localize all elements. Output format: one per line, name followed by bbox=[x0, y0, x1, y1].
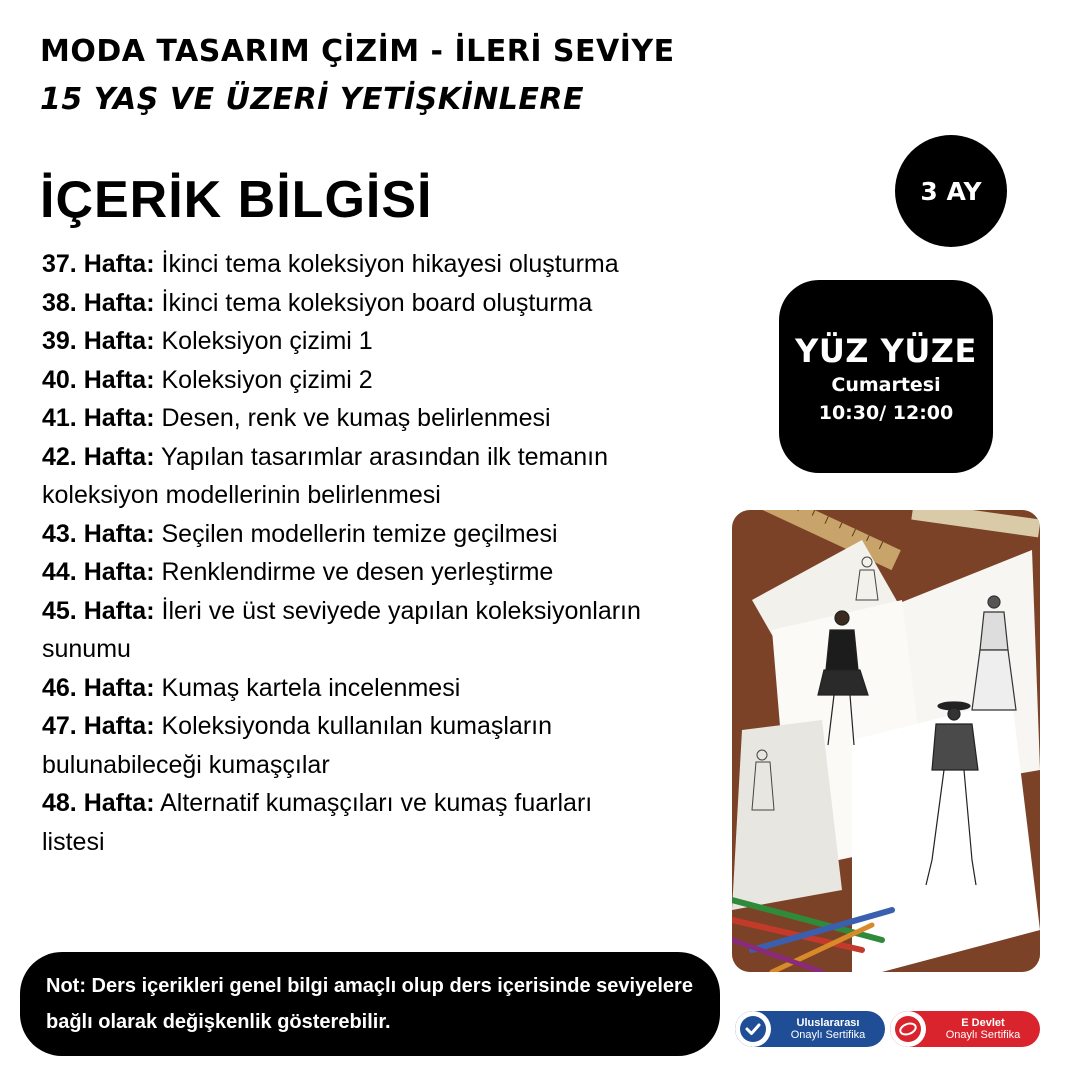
week-topic: Koleksiyon çizimi 2 bbox=[161, 365, 373, 394]
week-item bbox=[42, 515, 642, 554]
certificate-sub: Onaylı Sertifika bbox=[790, 1029, 866, 1041]
duration-text: 3 AY bbox=[920, 176, 982, 206]
week-item bbox=[42, 592, 642, 669]
e-devlet-logo-icon bbox=[890, 1011, 926, 1047]
week-number: 46. Hafta: bbox=[42, 673, 155, 702]
week-item bbox=[42, 399, 642, 438]
e-devlet-certificate-label bbox=[926, 1017, 1040, 1041]
week-item bbox=[42, 707, 642, 784]
week-item bbox=[42, 784, 642, 861]
note-text: Not: Ders içerikleri genel bilgi amaçlı olup ders içerisinde seviyelere bağlı olarak değişkenlik gösterebilir. bbox=[46, 975, 693, 1033]
week-topic: Alternatif kumaşçıları ve kumaş fuarları listesi bbox=[42, 789, 593, 856]
week-item bbox=[42, 322, 642, 361]
international-certificate-badge bbox=[735, 1011, 885, 1047]
week-number: 37. Hafta: bbox=[42, 250, 155, 278]
week-item bbox=[42, 438, 642, 515]
format-badge bbox=[779, 280, 993, 473]
week-number: 44. Hafta: bbox=[42, 558, 155, 586]
week-topic: Kumaş kartela incelenmesi bbox=[161, 673, 461, 702]
fashion-sketches-illustration bbox=[732, 510, 1040, 972]
international-certificate-label bbox=[771, 1017, 885, 1041]
week-number: 42. Hafta: bbox=[42, 442, 155, 471]
week-topic: Seçilen modellerin temize geçilmesi bbox=[161, 519, 558, 548]
fashion-sketches-photo bbox=[732, 510, 1040, 972]
week-topic: Desen, renk ve kumaş belirlenmesi bbox=[161, 404, 551, 432]
week-item bbox=[42, 553, 642, 592]
week-number: 38. Hafta: bbox=[42, 288, 155, 317]
week-item bbox=[42, 245, 642, 284]
week-topic: İkinci tema koleksiyon board oluşturma bbox=[161, 288, 593, 317]
course-audience: 15 YAŞ VE ÜZERİ YETİŞKİNLERE bbox=[40, 82, 584, 117]
week-topic: Koleksiyonda kullanılan kumaşların bulunabileceği kumaşçılar bbox=[42, 712, 552, 779]
week-list bbox=[42, 245, 642, 861]
week-number: 47. Hafta: bbox=[42, 712, 155, 740]
course-title: MODA TASARIM ÇİZİM - İLERİ SEVİYE bbox=[40, 34, 675, 69]
week-topic: İkinci tema koleksiyon hikayesi oluşturma bbox=[161, 250, 619, 278]
week-number: 48. Hafta: bbox=[42, 789, 155, 817]
disclaimer-note bbox=[20, 952, 720, 1056]
week-topic: İleri ve üst seviyede yapılan koleksiyonların sunumu bbox=[42, 596, 641, 663]
week-topic: Koleksiyon çizimi 1 bbox=[161, 327, 373, 355]
check-badge-icon bbox=[735, 1011, 771, 1047]
certificate-main: E Devlet bbox=[961, 1017, 1005, 1029]
format-title: YÜZ YÜZE bbox=[795, 331, 977, 370]
schedule-time: 10:30/ 12:00 bbox=[818, 401, 954, 424]
duration-badge bbox=[895, 135, 1007, 247]
week-item bbox=[42, 284, 642, 323]
certificate-sub: Onaylı Sertifika bbox=[945, 1029, 1021, 1041]
week-item bbox=[42, 669, 642, 708]
week-item bbox=[42, 361, 642, 400]
week-number: 39. Hafta: bbox=[42, 327, 155, 355]
section-title: İÇERİK BİLGİSİ bbox=[40, 171, 433, 229]
week-number: 40. Hafta: bbox=[42, 365, 155, 394]
certificate-main: Uluslararası bbox=[796, 1017, 860, 1029]
week-topic: Renklendirme ve desen yerleştirme bbox=[161, 558, 554, 586]
week-topic: Yapılan tasarımlar arasından ilk temanın koleksiyon modellerinin belirlenmesi bbox=[42, 442, 609, 509]
week-number: 41. Hafta: bbox=[42, 404, 155, 432]
schedule-day: Cumartesi bbox=[831, 373, 941, 396]
week-number: 45. Hafta: bbox=[42, 596, 155, 625]
week-number: 43. Hafta: bbox=[42, 519, 155, 548]
e-devlet-certificate-badge bbox=[890, 1011, 1040, 1047]
